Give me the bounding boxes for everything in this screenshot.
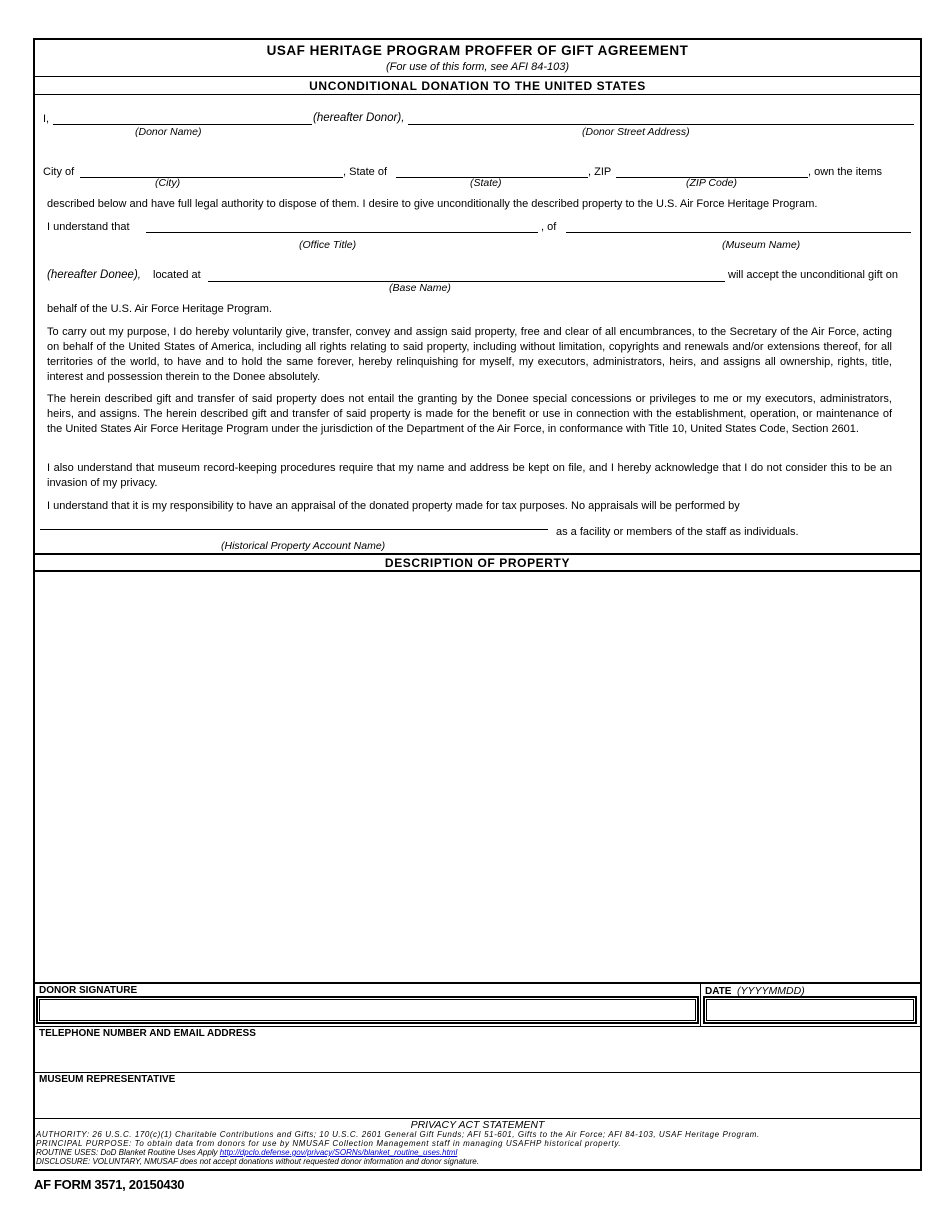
divider <box>34 76 921 77</box>
telephone-input[interactable] <box>36 1041 919 1071</box>
donor-signature-input[interactable] <box>39 999 696 1021</box>
street-caption: (Donor Street Address) <box>582 126 690 138</box>
behalf-text: behalf of the U.S. Air Force Heritage Program. <box>47 303 272 315</box>
privacy-authority: AUTHORITY: 26 U.S.C. 170(c)(1) Charitable Contributions and Gifts; 10 U.S.C. 2601 General Gift Funds; AFI 51-601, Gifts to the Air Force; AFI 84-103, USAF Heritage Program. <box>36 1130 760 1139</box>
divider <box>34 1026 921 1027</box>
telephone-label: TELEPHONE NUMBER AND EMAIL ADDRESS <box>39 1028 256 1039</box>
office-title-field[interactable] <box>146 232 538 233</box>
date-input[interactable] <box>706 999 914 1021</box>
base-name-field[interactable] <box>208 281 725 282</box>
located-at-label: located at <box>153 269 201 281</box>
donor-signature-label: DONOR SIGNATURE <box>39 985 138 996</box>
paragraph-privacy: I also understand that museum record-keeping procedures require that my name and address be kept on file, and I hereby acknowledge that I do not consider this to be an invasion of my privacy. <box>47 462 892 489</box>
privacy-routine-uses <box>36 1148 457 1157</box>
paragraph-transfer: To carry out my purpose, I do hereby voluntarily give, transfer, convey and assign said property, free and clear of all encumbrances, to the Secretary of the Air Force, acting on behalf of the United States of America, including all rights relating to said property, including without limitation, copyrights and renewals and/or extensions thereof, for all territories of the world, to have and to hold the same forever, hereby relinquishing for myself, my executors, administrators, heirs, and assigns all ownership, rights, title, interest and possession therein to the Donee absolutely. <box>47 326 892 383</box>
facility-text: as a facility or members of the staff as individuals. <box>556 526 799 538</box>
donor-prefix: I, <box>43 113 50 125</box>
own-items-label: , own the items <box>808 166 882 178</box>
hereafter-donee-label: (hereafter Donee), <box>47 269 141 281</box>
paragraph-concessions: The herein described gift and transfer of said property does not entail the granting by the Donee special concessions or privileges to me or my executors, administrators, heirs, and assigns. The herein described gift and transfer of said property is made for the benefit or use in connection with the establishment, operation, or maintenance of the United States Air Force Heritage Program under the jurisdiction of the Department of the Air Force, in conformance with Title 10, United States Code, Section 2601. <box>47 393 892 435</box>
divider <box>34 982 921 984</box>
museum-caption: (Museum Name) <box>722 239 801 251</box>
privacy-title: PRIVACY ACT STATEMENT <box>410 1119 545 1131</box>
zip-label: , ZIP <box>588 166 612 178</box>
of-label: , of <box>541 221 557 233</box>
understand-prefix: I understand that <box>47 221 130 233</box>
routine-uses-link[interactable]: http://dpclo.defense.gov/privacy/SORNs/blanket_routine_uses.html <box>219 1148 458 1157</box>
divider <box>34 94 921 95</box>
paragraph-appraisal: I understand that it is my responsibility to have an appraisal of the donated property made for tax purposes. No appraisals will be performed by <box>47 500 740 512</box>
city-of-label: City of <box>43 166 75 178</box>
divider <box>700 983 701 1026</box>
divider <box>34 553 921 555</box>
privacy-purpose: PRINCIPAL PURPOSE: To obtain data from donors for use by NMUSAF Collection Management staff in managing USAFHP historical property. <box>36 1139 622 1148</box>
description-area[interactable] <box>36 573 919 981</box>
form-number: AF FORM 3571, 20150430 <box>34 1177 185 1192</box>
date-label-text: DATE <box>705 986 732 997</box>
described-text: described below and have full legal authority to dispose of them. I desire to give unconditionally the described property to the U.S. Air Force Heritage Program. <box>47 198 818 210</box>
state-of-label: , State of <box>343 166 388 178</box>
state-caption: (State) <box>470 177 502 189</box>
city-field[interactable] <box>80 177 343 178</box>
routine-uses-text: ROUTINE USES: DoD Blanket Routine Uses Apply <box>36 1148 220 1157</box>
museum-rep-label: MUSEUM REPRESENTATIVE <box>39 1074 176 1085</box>
historical-account-field[interactable] <box>40 529 548 530</box>
privacy-disclosure: DISCLOSURE: VOLUNTARY, NMUSAF does not accept donations without requested donor information and donor signature. <box>36 1157 479 1166</box>
city-caption: (City) <box>155 177 181 189</box>
historical-account-caption: (Historical Property Account Name) <box>221 540 386 552</box>
donor-name-caption: (Donor Name) <box>135 126 202 138</box>
form-subtitle: (For use of this form, see AFI 84-103) <box>386 61 569 73</box>
base-caption: (Base Name) <box>389 282 451 294</box>
form-title: USAF HERITAGE PROGRAM PROFFER OF GIFT AGREEMENT <box>266 43 689 58</box>
museum-rep-input[interactable] <box>36 1087 919 1117</box>
description-header: DESCRIPTION OF PROPERTY <box>384 556 571 570</box>
donor-name-field[interactable] <box>53 124 312 125</box>
donor-street-field[interactable] <box>408 124 914 125</box>
zip-caption: (ZIP Code) <box>686 177 737 189</box>
section-header: UNCONDITIONAL DONATION TO THE UNITED STATES <box>309 79 646 93</box>
date-format: (YYYYMMDD) <box>737 985 805 997</box>
will-accept-label: will accept the unconditional gift on <box>728 269 898 281</box>
divider <box>34 570 921 572</box>
divider <box>34 1072 921 1073</box>
office-caption: (Office Title) <box>299 239 357 251</box>
hereafter-donor-label: (hereafter Donor), <box>313 112 405 124</box>
museum-name-field[interactable] <box>566 232 911 233</box>
